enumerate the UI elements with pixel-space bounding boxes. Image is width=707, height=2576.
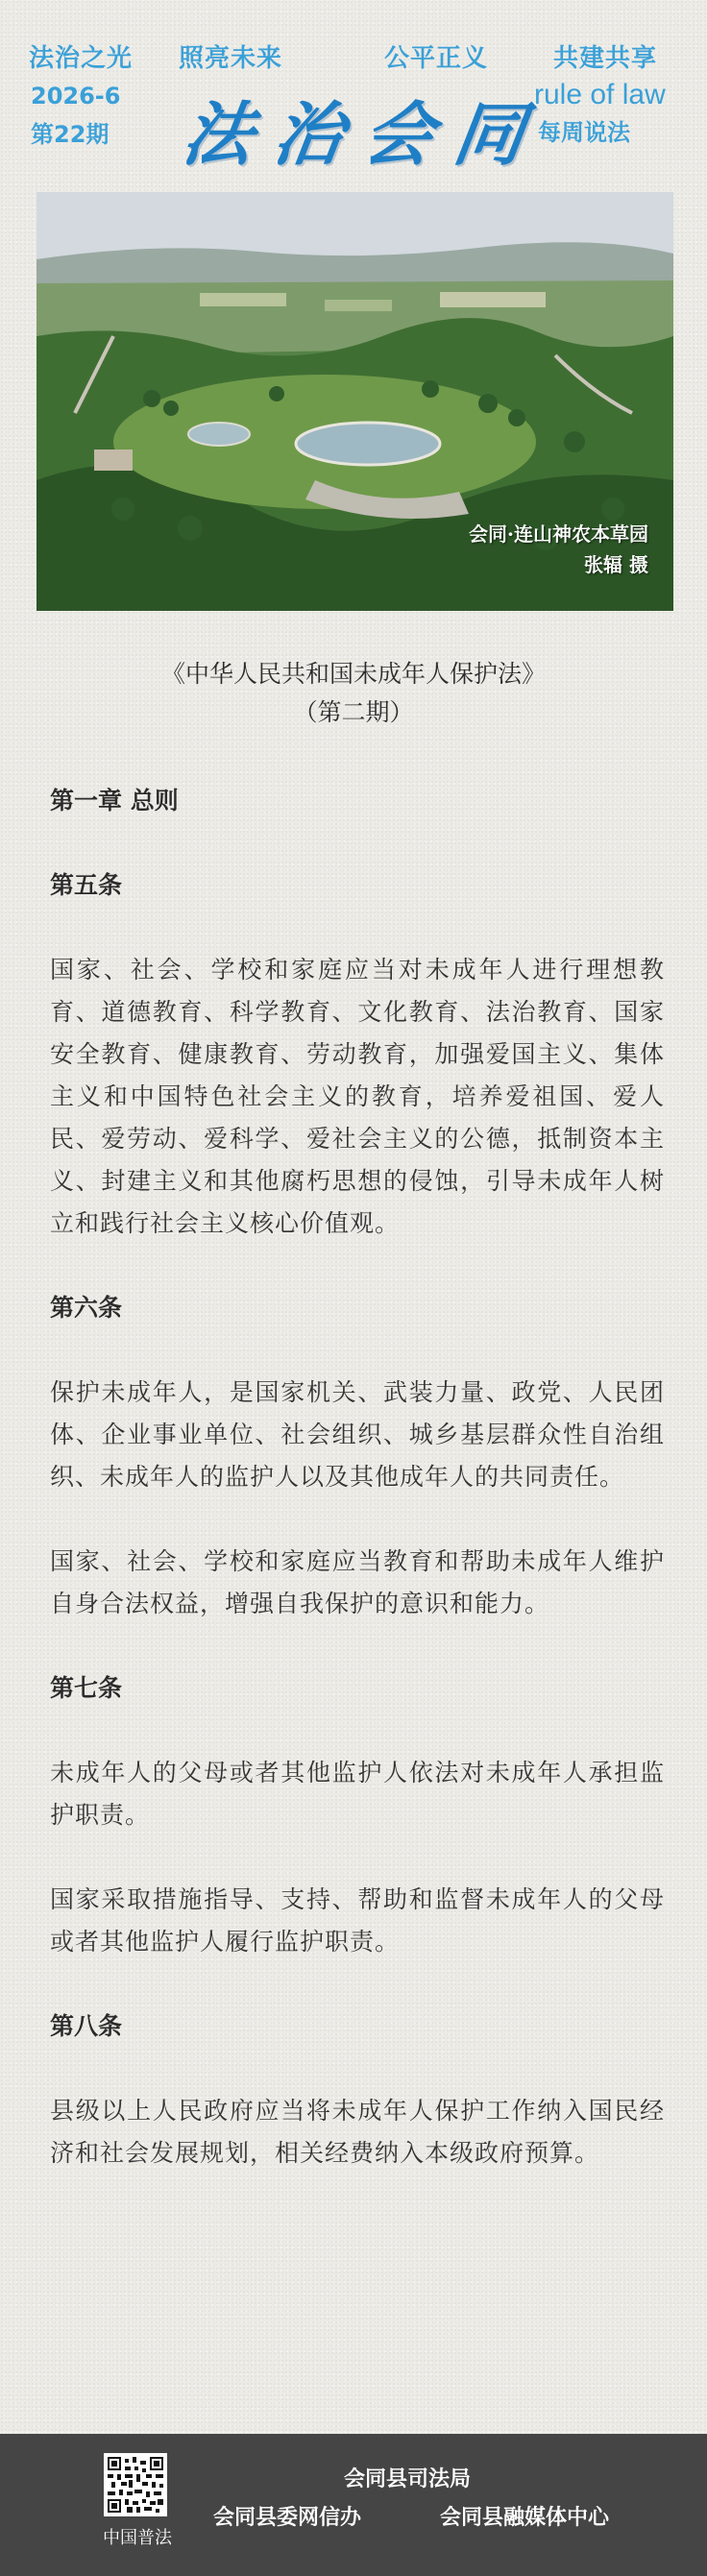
- issue-date: 2026-6: [31, 83, 121, 109]
- article-5-heading: 第五条: [50, 871, 123, 899]
- slogan-4: 共建共享: [553, 44, 658, 73]
- header: [0, 0, 707, 187]
- article-6-paragraph-2: 国家、社会、学校和家庭应当教育和帮助未成年人维护自身合法权益，增强自我保护的意识和能力。: [50, 1547, 665, 1617]
- article-5-paragraph: 国家、社会、学校和家庭应当对未成年人进行理想教育、道德教育、科学教育、文化教育、法治教育、国家安全教育、健康教育、劳动教育，加强爱国主义、集体主义和中国特色社会主义的教育，培养爱祖国、爱人民、爱劳动、爱科学、爱社会主义的公德，抵制资本主义、封建主义和其他腐朽思想的侵蚀，引导未成年人树立和践行社会主义核心价值观。: [50, 956, 665, 1237]
- slogan-2: 照亮未来: [179, 44, 283, 73]
- slogan-3: 公平正义: [384, 44, 489, 73]
- document-subtitle: （第二期）: [293, 698, 414, 726]
- article-8-paragraph: 县级以上人民政府应当将未成年人保护工作纳入国民经济和社会发展规划，相关经费纳入本级政府预算。: [50, 2097, 665, 2167]
- slogan-1: 法治之光: [29, 44, 134, 73]
- chapter-heading: 第一章 总则: [50, 787, 179, 814]
- organizer-media-center: 会同县融媒体中心: [440, 2506, 610, 2530]
- landscape-photo: [37, 192, 673, 611]
- photo-caption-credit: 张辐 摄: [584, 553, 648, 576]
- article-body: [50, 780, 665, 2175]
- article-7-paragraph-2: 国家采取措施指导、支持、帮助和监督未成年人的父母或者其他监护人履行监护职责。: [50, 1885, 665, 1956]
- photo-caption-location: 会同·连山神农本草园: [469, 522, 648, 546]
- organizer-justice-bureau: 会同县司法局: [344, 2467, 472, 2491]
- article-8-heading: 第八条: [50, 2012, 123, 2040]
- article-7-paragraph-1: 未成年人的父母或者其他监护人依法对未成年人承担监护职责。: [50, 1759, 665, 1829]
- footer: [0, 2434, 707, 2576]
- rule-of-law-text: rule of law: [534, 79, 666, 110]
- qr-code-icon: [108, 2457, 163, 2513]
- weekly-column-title: 每周说法: [538, 119, 630, 146]
- qr-code[interactable]: [104, 2453, 167, 2516]
- article-6-heading: 第六条: [50, 1294, 123, 1322]
- issue-number: 第22期: [31, 121, 110, 148]
- masthead-logo: 法治会同: [178, 93, 551, 175]
- document-title-block: [0, 655, 707, 732]
- article-7-heading: 第七条: [50, 1674, 123, 1702]
- photo-caption: [469, 519, 648, 580]
- document-title: 《中华人民共和国未成年人保护法》: [160, 660, 546, 688]
- organizer-cyberspace-office: 会同县委网信办: [213, 2506, 362, 2530]
- qr-label: 中国普法: [103, 2528, 172, 2548]
- article-6-paragraph-1: 保护未成年人，是国家机关、武装力量、政党、人民团体、企业事业单位、社会组织、城乡基层群众性自治组织、未成年人的监护人以及其他成年人的共同责任。: [50, 1378, 665, 1491]
